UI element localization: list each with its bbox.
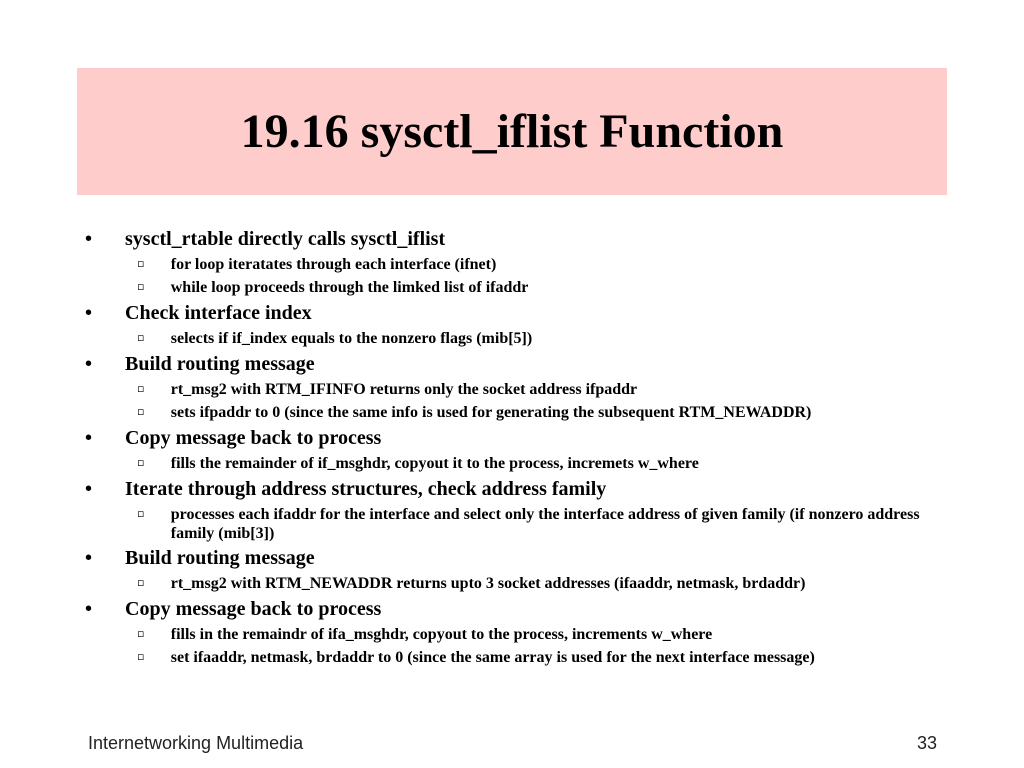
bullet-marker: • bbox=[85, 228, 93, 250]
sub-bullet-marker: ▫ bbox=[137, 331, 145, 344]
page-number: 33 bbox=[916, 733, 937, 753]
bullet-item bbox=[85, 226, 945, 252]
bullet-text: Build routing message bbox=[125, 547, 315, 569]
sub-bullet-marker: ▫ bbox=[137, 456, 145, 469]
sub-bullet-item bbox=[85, 276, 945, 298]
sub-bullet-text: for loop iteratates through each interface (ifnet) bbox=[170, 256, 497, 273]
bullet-list bbox=[85, 224, 945, 668]
sub-bullet-item bbox=[85, 452, 945, 474]
bullet-item bbox=[85, 425, 945, 451]
bullet-marker: • bbox=[85, 478, 93, 500]
bullet-item bbox=[85, 476, 945, 502]
bullet-item bbox=[85, 545, 945, 571]
sub-bullet-text: processes each ifaddr for the interface and select only the interface address of given family (if nonzero address family (mib[3]) bbox=[170, 506, 920, 542]
sub-bullet-item bbox=[85, 253, 945, 275]
bullet-marker: • bbox=[85, 427, 93, 449]
sub-bullet-item bbox=[85, 503, 945, 543]
sub-bullet-text: fills the remainder of if_msghdr, copyout it to the process, incremets w_where bbox=[170, 455, 699, 472]
slide-title: 19.16 sysctl_iflist Function bbox=[240, 105, 784, 158]
bullet-text: Copy message back to process bbox=[125, 427, 382, 449]
title-banner bbox=[77, 68, 947, 195]
sub-bullet-marker: ▫ bbox=[137, 405, 145, 418]
bullet-text: Copy message back to process bbox=[125, 598, 382, 620]
sub-bullet-marker: ▫ bbox=[137, 576, 145, 589]
sub-bullet-text: sets ifpaddr to 0 (since the same info is used for generating the subsequent RTM_NEWADDR) bbox=[170, 404, 812, 421]
sub-bullet-marker: ▫ bbox=[137, 280, 145, 293]
sub-bullet-item bbox=[85, 646, 945, 668]
bullet-marker: • bbox=[85, 302, 93, 324]
sub-bullet-item bbox=[85, 623, 945, 645]
footer-course-title: Internetworking Multimedia bbox=[88, 733, 304, 753]
sub-bullet-text: rt_msg2 with RTM_NEWADDR returns upto 3 socket addresses (ifaaddr, netmask, brdaddr) bbox=[170, 575, 806, 592]
bullet-text: Build routing message bbox=[125, 353, 315, 375]
sub-bullet-marker: ▫ bbox=[137, 650, 145, 663]
bullet-item bbox=[85, 596, 945, 622]
sub-bullet-text: rt_msg2 with RTM_IFINFO returns only the socket address ifpaddr bbox=[170, 381, 638, 398]
bullet-text: Iterate through address structures, check address family bbox=[125, 478, 607, 500]
bullet-item bbox=[85, 300, 945, 326]
sub-bullet-marker: ▫ bbox=[137, 257, 145, 270]
bullet-marker: • bbox=[85, 547, 93, 569]
bullet-text: Check interface index bbox=[125, 302, 312, 324]
sub-bullet-marker: ▫ bbox=[137, 627, 145, 640]
bullet-marker: • bbox=[85, 353, 93, 375]
bullet-text: sysctl_rtable directly calls sysctl_iflist bbox=[125, 228, 446, 250]
sub-bullet-text: while loop proceeds through the limked list of ifaddr bbox=[170, 279, 529, 296]
bullet-item bbox=[85, 351, 945, 377]
sub-bullet-text: set ifaaddr, netmask, brdaddr to 0 (since the same array is used for the next interface message) bbox=[170, 649, 815, 666]
sub-bullet-text: fills in the remaindr of ifa_msghdr, copyout to the process, increments w_where bbox=[170, 626, 713, 643]
sub-bullet-marker: ▫ bbox=[137, 382, 145, 395]
sub-bullet-marker: ▫ bbox=[137, 507, 145, 520]
bullet-marker: • bbox=[85, 598, 93, 620]
sub-bullet-item bbox=[85, 572, 945, 594]
sub-bullet-item bbox=[85, 327, 945, 349]
sub-bullet-text: selects if if_index equals to the nonzero flags (mib[5]) bbox=[170, 330, 533, 347]
sub-bullet-item bbox=[85, 378, 945, 400]
sub-bullet-item bbox=[85, 401, 945, 423]
